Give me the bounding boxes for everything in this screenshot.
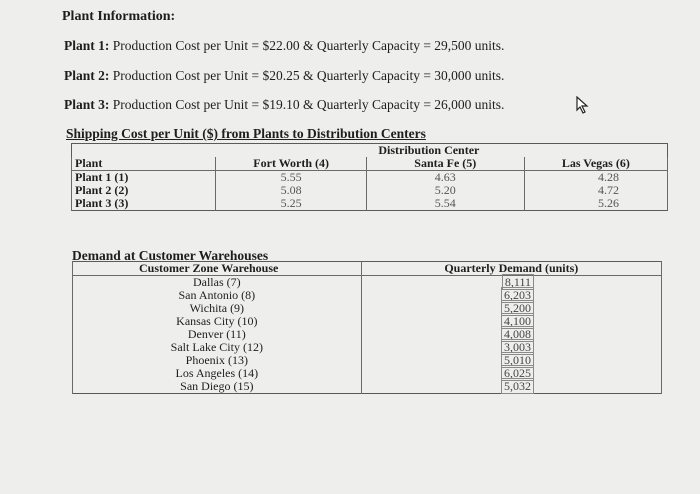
zone-name: Wichita (9)	[73, 302, 362, 315]
plant-1-label: Plant 1:	[64, 38, 110, 53]
plant-1-text: Production Cost per Unit = $22.00 & Quarterly Capacity = 29,500 units.	[112, 38, 505, 53]
cost-cell: 4.72	[524, 184, 667, 197]
table-row	[73, 380, 662, 394]
mouse-cursor-icon	[574, 96, 590, 114]
plant-name: Plant 3 (3)	[72, 197, 216, 211]
demand-value: 5,032	[501, 378, 534, 394]
cost-cell: 5.20	[366, 184, 524, 197]
santa-fe-header: Santa Fe (5)	[366, 157, 524, 171]
table-row	[72, 197, 668, 211]
table-row	[73, 354, 662, 367]
cost-cell: 4.28	[524, 171, 667, 185]
demand-value: 4,100	[501, 313, 534, 329]
cost-cell: 5.26	[524, 197, 667, 211]
table-row	[73, 302, 662, 315]
demand-title: Demand at Customer Warehouses	[72, 248, 269, 263]
table-row	[72, 171, 668, 185]
plant-2-label: Plant 2:	[64, 68, 110, 83]
table-row	[73, 315, 662, 328]
table-row	[72, 184, 668, 197]
shipping-cost-table	[71, 143, 668, 211]
demand-value: 5,200	[501, 300, 534, 316]
table-row	[73, 367, 662, 380]
demand-value: 3,003	[501, 339, 534, 355]
table-row	[73, 341, 662, 354]
las-vegas-header: Las Vegas (6)	[524, 157, 667, 171]
zone-name: San Diego (15)	[73, 380, 362, 394]
demand-value: 6,203	[501, 287, 534, 303]
demand-table	[72, 261, 662, 394]
plant-name: Plant 1 (1)	[72, 171, 216, 185]
zone-name: San Antonio (8)	[73, 289, 362, 302]
cost-cell: 5.55	[216, 171, 366, 185]
plant-name: Plant 2 (2)	[72, 184, 216, 197]
demand-column-header: Quarterly Demand (units)	[361, 262, 661, 276]
zone-column-header: Customer Zone Warehouse	[73, 262, 362, 276]
plant-2-line	[64, 68, 504, 84]
cost-cell: 5.08	[216, 184, 366, 197]
plant-column-header: Plant	[72, 157, 216, 171]
shipping-cost-title: Shipping Cost per Unit ($) from Plants to Distribution Centers	[66, 126, 426, 141]
plant-3-text: Production Cost per Unit = $19.10 & Quarterly Capacity = 26,000 units.	[112, 97, 505, 112]
zone-name: Los Angeles (14)	[73, 367, 362, 380]
demand-value: 4,008	[501, 326, 534, 342]
table-row	[73, 289, 662, 302]
plant-info-heading: Plant Information:	[62, 9, 176, 24]
table-row	[73, 276, 662, 290]
zone-name: Dallas (7)	[73, 276, 362, 290]
cost-cell: 5.25	[216, 197, 366, 211]
zone-name: Denver (11)	[73, 328, 362, 341]
plant-3-line	[64, 97, 504, 113]
plant-1-line	[64, 38, 504, 54]
cost-cell: 5.54	[366, 197, 524, 211]
demand-value: 5,010	[501, 352, 534, 368]
distribution-center-header: Distribution Center	[378, 143, 480, 157]
fort-worth-header: Fort Worth (4)	[216, 157, 366, 171]
demand-value: 8,111	[502, 274, 534, 290]
table-row	[73, 328, 662, 341]
plant-3-label: Plant 3:	[64, 97, 110, 112]
zone-name: Salt Lake City (12)	[73, 341, 362, 354]
zone-name: Kansas City (10)	[73, 315, 362, 328]
demand-value: 6,025	[501, 365, 534, 381]
plant-2-text: Production Cost per Unit = $20.25 & Quarterly Capacity = 30,000 units.	[112, 68, 505, 83]
cost-cell: 4.63	[366, 171, 524, 185]
zone-name: Phoenix (13)	[73, 354, 362, 367]
